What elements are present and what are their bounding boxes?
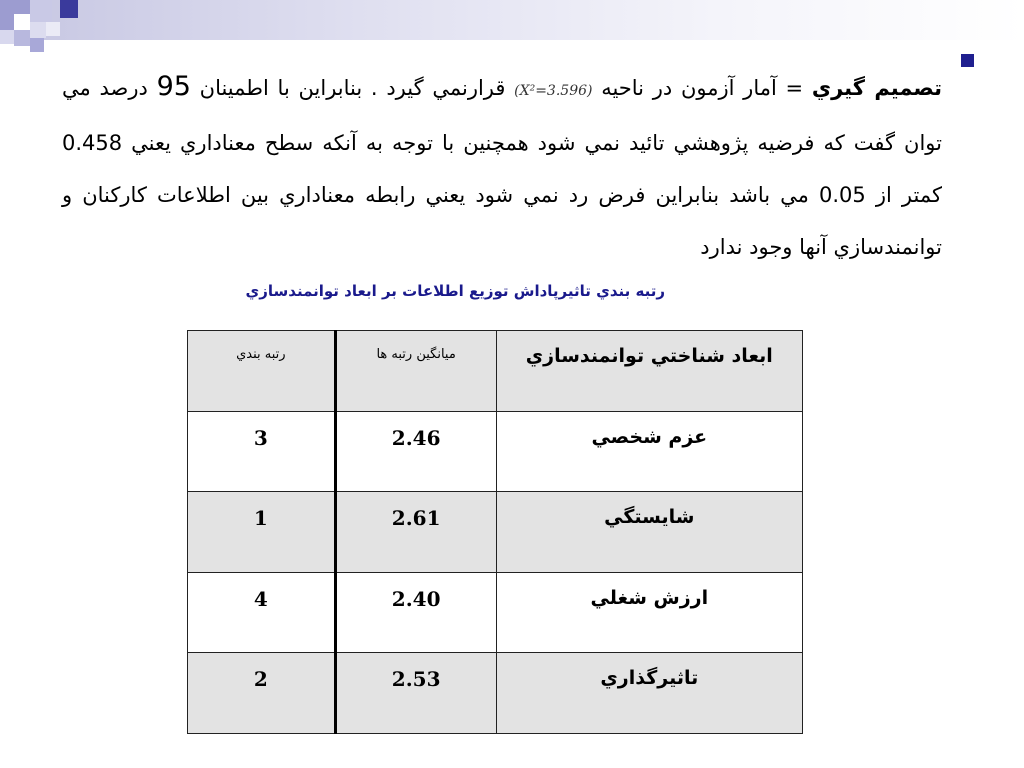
cell-mean-rank: 2.61: [335, 492, 496, 573]
cell-mean-rank: 2.40: [335, 572, 496, 653]
table-row: [188, 411, 803, 492]
table-header-row: [188, 331, 803, 412]
table-caption: رتبه بندي تاثيرپاداش توزيع اطلاعات بر ابعاد توانمندسازي: [245, 282, 665, 300]
cell-rank: 3: [188, 411, 336, 492]
table-row: [188, 653, 803, 734]
paragraph-text-b: قرارنمي گيرد . بنابراين با اطمينان: [190, 76, 515, 100]
paragraph-term: تصميم گيري: [811, 76, 943, 100]
top-gradient-bar: [0, 0, 1024, 40]
cell-mean-rank: 2.53: [335, 653, 496, 734]
cell-rank: 1: [188, 492, 336, 573]
cell-mean-rank: 2.46: [335, 411, 496, 492]
cell-dimension: تاثيرگذاري: [496, 653, 802, 734]
header-rank: رتبه بندي: [188, 331, 336, 412]
table-row: [188, 492, 803, 573]
table-row: [188, 572, 803, 653]
header-mean-rank: ميانگين رتبه ها: [335, 331, 496, 412]
cell-rank: 2: [188, 653, 336, 734]
paragraph-stat: (X²=3.596): [514, 83, 593, 99]
paragraph-text-a: = آمار آزمون در ناحيه: [592, 76, 812, 100]
cell-rank: 4: [188, 572, 336, 653]
paragraph-confidence: 95: [156, 71, 191, 102]
ranking-table: [187, 330, 803, 734]
paragraph-text-c: درصد مي توان گفت كه فرضيه پژوهشي تائيد نمي شود همچنين با توجه به آنكه سطح معناداري يعني 0.458 كمتر از 0.05 مي باشد بنابراين فرض رد نمي شود يعني رابطه معناداري بين اطلاعات كاركنان و توانمندسازي آنها وجود ندارد: [62, 76, 942, 259]
bullet-square-icon: [961, 54, 974, 67]
cell-dimension: ارزش شغلي: [496, 572, 802, 653]
decorative-squares: [0, 0, 120, 70]
cell-dimension: شايستگي: [496, 492, 802, 573]
header-dimension: ابعاد شناختي توانمندسازي: [496, 331, 802, 412]
body-paragraph: [62, 61, 942, 273]
cell-dimension: عزم شخصي: [496, 411, 802, 492]
